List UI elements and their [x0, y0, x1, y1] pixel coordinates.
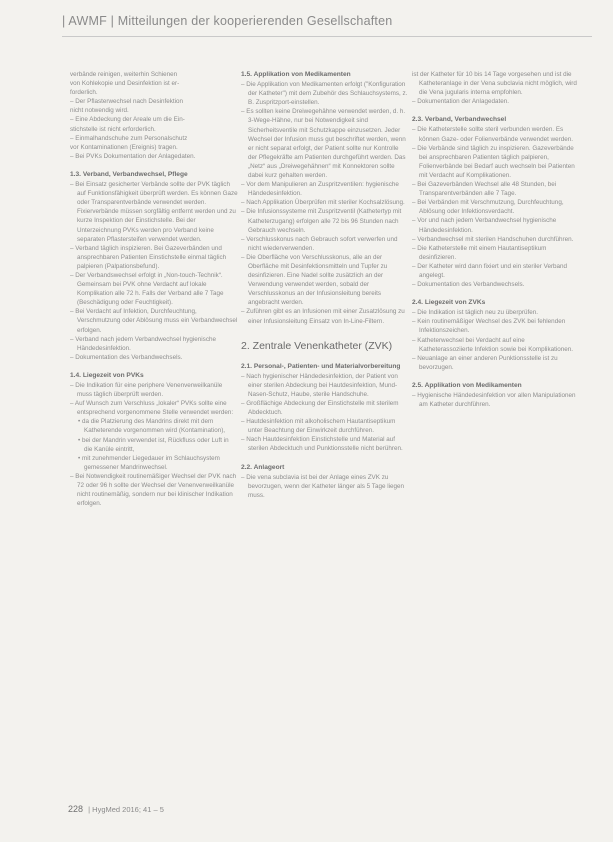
list-item: – Nach Applikation Überprüfen mit steriler Kochsalzlösung.	[241, 199, 405, 207]
column-3	[412, 70, 580, 409]
list-item: – Bei Verdacht auf Infektion, Durchfeuchtung, Verschmutzung oder Ablösung muss ein Verbandwechsel erfolgen.	[70, 308, 238, 334]
list-item: – Die Verbände sind täglich zu inspizieren. Gazeverbände bei ansprechbaren Patienten täglich palpieren, Folienverbände bei Bedarf auch wechseln bei Patienten mit Verdacht auf Komplikationen.	[412, 144, 575, 179]
list-item: – Nach Hautdesinfektion Einstichstelle und Material auf sterilen Abdecktuch und Punktionsstelle nicht berühren.	[241, 436, 403, 453]
list-item: – Verbandwechsel mit sterilen Handschuhen durchführen.	[412, 235, 574, 243]
list-item: – Nach hygienischer Händedesinfektion, der Patient von einer sterilen Abdeckung bei Hautdesinfektion, Mund-Nasen-Schutz, Haube, sterile Handschuhe.	[241, 372, 398, 398]
list-item: – Der Verbandswechsel erfolgt in „Non-touch-Technik“. Gemeinsam bei PVK ohne Verdacht auf lokale Komplikation alle 72 h. Falls der Verband alle 7 Tage (Beschädigung oder Feuchtigkeit).	[70, 271, 224, 307]
section-heading: 2.4. Liegezeit von ZVKs	[412, 299, 486, 307]
journal-citation: | HygMed 2016; 41 – 5	[88, 805, 164, 814]
page-footer	[68, 804, 228, 814]
sub-list-item: • da die Platzierung des Mandrins direkt mit dem Katheterende vorgenommen wird (Kontamination),	[78, 418, 226, 435]
list-item: – Die Katheterstelle sollte steril verbunden werden. Es können Gaze- oder Folienverbände verwendet werden.	[412, 126, 574, 143]
column-2	[241, 70, 409, 500]
list-item: – Die Katheterstelle mit einem Hautantiseptikum desinfizieren.	[412, 244, 547, 261]
paragraph: – Der Pflasterwechsel nach Desinfektion	[70, 98, 184, 106]
list-item: – Dokumentation des Verbandwechsels.	[70, 353, 183, 361]
list-item: – Die Applikation von Medikamenten erfolgt ("Konfiguration der Katheter") mit dem Zubehör des Schlauchsystems, z. B. Zuspritzport-einstellen.	[241, 81, 408, 107]
list-item: – Verschlusskonus nach Gebrauch sofort verwerfen und nicht wiederverwenden.	[241, 235, 398, 252]
list-item: – Zuführen gibt es an Infusionen mit einer Zusatzlösung zu einer Infusionsleitung Einsatz von In-Line-Filtern.	[241, 308, 405, 325]
header-rule	[62, 36, 592, 37]
list-item: – Hygienische Händedesinfektion vor allen Manipulationen am Katheter durchführen.	[412, 392, 576, 409]
paragraph: nicht notwendig wird.	[70, 107, 129, 115]
paragraph: stichstelle ist nicht erforderlich.	[70, 125, 156, 133]
list-item: – Dokumentation des Verbandwechsels.	[412, 281, 525, 289]
running-header: | AWMF | Mitteilungen der kooperierenden Gesellschaften	[62, 14, 393, 28]
paragraph: vor Kontaminationen (Ereignis) tragen.	[70, 143, 178, 151]
paragraph: – Dokumentation der Anlagedaten.	[412, 98, 509, 106]
list-item: – Auf Wunsch zum Verschluss „lokaler“ PVKs sollte eine entsprechend vorgenommene Stelle verwendet werden:	[70, 400, 234, 417]
paragraph: von Kohlekopie und Desinfektion ist er-	[70, 80, 180, 88]
paragraph: forderlich.	[70, 89, 98, 97]
list-item: – Die vena subclavia ist bei der Anlage eines ZVK zu bevorzugen, wenn der Katheter länger als 5 Tage liegen muss.	[241, 473, 405, 499]
list-item: – Die Infusionssysteme mit Zuspritzventil (Kathetertyp mit Katheterzugang) erfolgen alle 72 bis 96 Stunden nach Gebrauch wechseln.	[241, 208, 402, 234]
list-item: – Die Indikation für eine periphere Venenverweilkanüle muss täglich überprüft werden.	[70, 382, 223, 399]
list-item: – Bei Einsatz gesicherter Verbände sollte der PVK täglich auf Funktionsfähigkeit überprüft werden. Es können Gaze oder Transparentverbände verwendet werden. Fixierverbände müssen sorgfältig entfernt werden und zu kurze Inspektion der Einstichstelle. Bei der Unterzeichnung PVKs werden pro Verband keine separaten Pflastersteifen verwendet werden.	[70, 181, 238, 243]
list-item: – Bei Gazeverbänden Wechsel alle 48 Stunden, bei Transparentverbänden alle 7 Tage.	[412, 181, 557, 198]
list-item: – Katheterwechsel bei Verdacht auf eine Katheterassoziierte Infektion sowie bei Komplikationen.	[412, 336, 574, 353]
list-item: – Bei Verbänden mit Verschmutzung, Durchfeuchtung, Ablösung oder Infektionsverdacht.	[412, 199, 564, 216]
sub-list-item: • bei der Mandrin verwendet ist, Rückfluss oder Luft in die Kanüle eintritt,	[78, 436, 229, 453]
list-item: – Vor dem Manipulieren an Zuspritzventilen: hygienische Händedesinfektion.	[241, 181, 399, 198]
paragraph: – Einmalhandschuhe zum Personalschutz	[70, 134, 188, 142]
section-heading: 1.4. Liegezeit von PVKs	[70, 371, 144, 379]
section-heading: 2.3. Verband, Verbandwechsel	[412, 116, 507, 124]
list-item: – Neuanlage an einer anderen Punktionsstelle ist zu bevorzugen.	[412, 354, 558, 371]
section-heading: 1.3. Verband, Verbandwechsel, Pflege	[70, 170, 188, 178]
paragraph: – Bei PVKs Dokumentation der Anlagedaten.	[70, 152, 196, 160]
list-item: – Verband nach jedem Verbandwechsel hygienische Händedesinfektion.	[70, 335, 216, 352]
sub-list-item: • mit zunehmender Liegedauer im Schlauchsystem gemessener Mandrinwechsel.	[78, 454, 220, 471]
section-heading: 2.2. Anlageort	[241, 463, 285, 471]
section-heading: 2.1. Personal-, Patienten- und Materialvorbereitung	[241, 362, 401, 370]
column-1	[70, 70, 238, 508]
list-item: – Hautdesinfektion mit alkoholischem Hautantiseptikum unter Beachtung der Einwirkzeit durchführen.	[241, 418, 396, 435]
list-item: – Die Indikation ist täglich neu zu überprüfen.	[412, 309, 539, 317]
section-heading: 1.5. Applikation von Medikamenten	[241, 71, 351, 78]
paragraph: – Eine Abdeckung der Areale um die Ein-	[70, 116, 185, 124]
list-item: – Die Oberfläche von Verschlusskonus, alle an der Oberfläche mit Desinfektionsmitteln und Tupfer zu desinfizieren. Eine Nadel sollte zusätzlich an der Verwendung verwendet werden, sobald der Verschlusskonus an der Infusionsleitung bereits angebracht werden.	[241, 253, 388, 307]
section-heading: 2.5. Applikation von Medikamenten	[412, 381, 522, 389]
list-item: – Der Katheter wird dann fixiert und ein steriler Verband angelegt.	[412, 262, 568, 279]
list-item: – Verband täglich inspizieren. Bei Gazeverbänden und ansprechbaren Patienten Einstichstelle einmal täglich palpieren (Palpationsbefund).	[70, 244, 227, 270]
paragraph: ist der Katheter für 10 bis 14 Tage vorgesehen und ist die Katheteranlage in der Vena subclavia nicht möglich, wird die Vena jugularis interna empfohlen.	[412, 71, 577, 97]
paragraph: verbände reinigen, weiterhin Schienen	[70, 71, 178, 78]
list-item: – Großflächige Abdeckung der Einstichstelle mit sterilem Abdecktuch.	[241, 400, 399, 417]
page-number: 228	[68, 804, 84, 814]
list-item: – Bei Notwendigkeit routinemäßiger Wechsel der PVK nach 72 oder 96 h sollte der Wechsel der Venenverweilkanüle nicht routinemäßig, sondern nur bei klinischer Indikation erfolgen.	[70, 472, 237, 508]
list-item: – Es sollten keine Dreiwegehähne verwendet werden, d. h. 3-Wege-Hähne, nur bei Notwendigkeit sind Sicherheitsventile mit Schutzkappe einzusetzen. Jeder Wechsel der Infusion muss gut beschriftet werden, wenn er nicht separat erfolgt, der Patient sollte nur Kontrolle der Pflegekräfte am Patienten durchgeführt werden. Das „Netz“ aus „Dreiwegehähnen“ mit Konnektoren sollte dabei kurz gehalten werden.	[241, 108, 406, 180]
list-item: – Kein routinemäßiger Wechsel des ZVK bei fehlenden Infektionszeichen.	[412, 318, 566, 335]
list-item: – Vor und nach jedem Verbandwechsel hygienische Händedesinfektion.	[412, 217, 557, 234]
chapter-heading: 2. Zentrale Venenkatheter (ZVK)	[241, 339, 393, 352]
